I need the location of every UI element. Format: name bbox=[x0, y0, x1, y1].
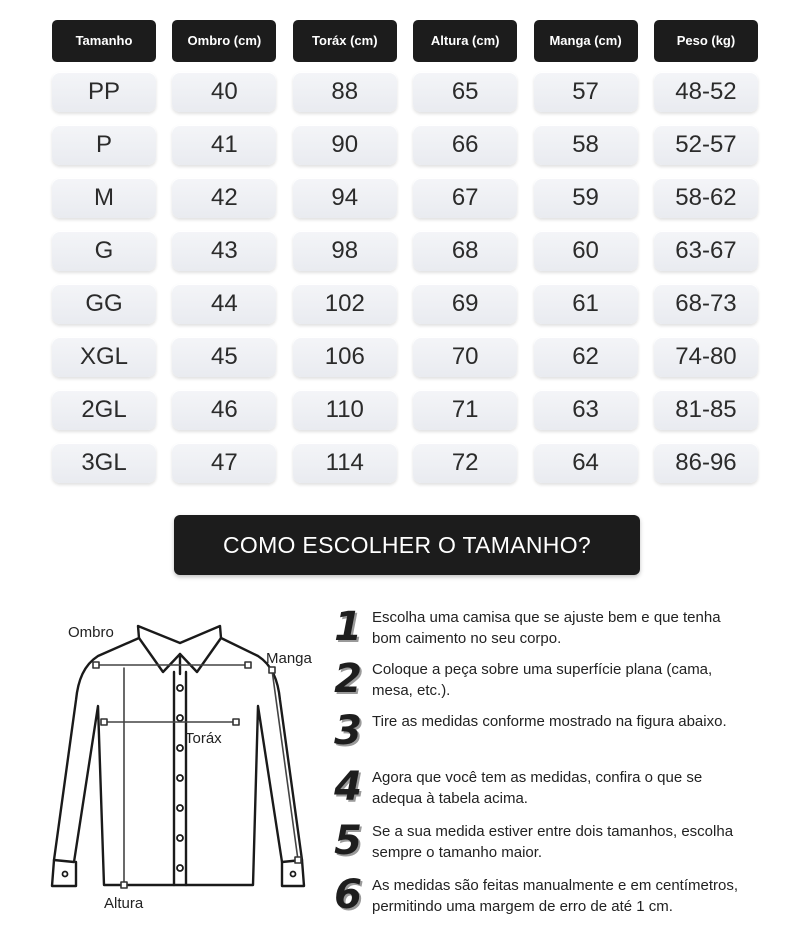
ombro-label: Ombro bbox=[68, 624, 114, 641]
altura-label: Altura bbox=[104, 895, 144, 912]
header-manga: Manga (cm) bbox=[534, 20, 638, 62]
measure-cell: 40 bbox=[172, 72, 276, 112]
step-number: 5 bbox=[334, 818, 362, 864]
how-to-choose-banner bbox=[174, 515, 640, 575]
measure-cell: 68-73 bbox=[654, 284, 758, 324]
step-item bbox=[330, 709, 752, 753]
measure-cell: 58 bbox=[534, 125, 638, 165]
measure-cell: 45 bbox=[172, 337, 276, 377]
measure-cell: 102 bbox=[293, 284, 397, 324]
manga-label: Manga bbox=[266, 650, 312, 667]
header-torax: Toráx (cm) bbox=[293, 20, 397, 62]
size-cell: G bbox=[52, 231, 156, 271]
measure-cell: 58-62 bbox=[654, 178, 758, 218]
size-cell: XGL bbox=[52, 337, 156, 377]
size-cell: PP bbox=[52, 72, 156, 112]
header-tamanho: Tamanho bbox=[52, 20, 156, 62]
measure-cell: 65 bbox=[413, 72, 517, 112]
banner-text: COMO ESCOLHER O TAMANHO? bbox=[222, 531, 591, 558]
measure-cell: 44 bbox=[172, 284, 276, 324]
size-cell: 2GL bbox=[52, 390, 156, 430]
measure-cell: 42 bbox=[172, 178, 276, 218]
torax-label: Toráx bbox=[185, 730, 222, 747]
header-altura: Altura (cm) bbox=[413, 20, 517, 62]
measure-cell: 52-57 bbox=[654, 125, 758, 165]
measure-cell: 86-96 bbox=[654, 443, 758, 483]
measure-cell: 74-80 bbox=[654, 337, 758, 377]
measure-cell: 59 bbox=[534, 178, 638, 218]
step-text: Coloque a peça sobre uma superfície plana (cama, mesa, etc.). bbox=[372, 661, 713, 699]
measure-cell: 41 bbox=[172, 125, 276, 165]
shirt-diagram bbox=[40, 610, 340, 930]
measure-cell: 60 bbox=[534, 231, 638, 271]
step-item bbox=[330, 873, 752, 917]
measure-cell: 57 bbox=[534, 72, 638, 112]
measure-cell: 69 bbox=[413, 284, 517, 324]
measure-cell: 94 bbox=[293, 178, 397, 218]
size-cell: 3GL bbox=[52, 443, 156, 483]
measure-cell: 62 bbox=[534, 337, 638, 377]
size-cell: GG bbox=[52, 284, 156, 324]
measure-cell: 72 bbox=[413, 443, 517, 483]
measure-cell: 48-52 bbox=[654, 72, 758, 112]
measure-cell: 46 bbox=[172, 390, 276, 430]
step-text: Se a sua medida estiver entre dois tamanhos, escolha sempre o tamanho maior. bbox=[372, 823, 734, 861]
step-number: 2 bbox=[334, 656, 362, 702]
header-peso: Peso (kg) bbox=[654, 20, 758, 62]
step-item bbox=[330, 657, 752, 701]
measure-cell: 67 bbox=[413, 178, 517, 218]
measure-cell: 71 bbox=[413, 390, 517, 430]
measure-cell: 88 bbox=[293, 72, 397, 112]
step-text: As medidas são feitas manualmente e em centímetros, permitindo uma margem de erro de até 1 cm. bbox=[372, 877, 739, 915]
measure-cell: 43 bbox=[172, 231, 276, 271]
step-item bbox=[330, 605, 732, 649]
size-cell: P bbox=[52, 125, 156, 165]
step-number: 4 bbox=[334, 764, 362, 810]
step-number: 3 bbox=[334, 708, 362, 754]
step-text: Tire as medidas conforme mostrado na figura abaixo. bbox=[372, 713, 727, 730]
header-ombro: Ombro (cm) bbox=[172, 20, 276, 62]
step-number: 1 bbox=[334, 604, 362, 650]
size-cell: M bbox=[52, 178, 156, 218]
measure-cell: 61 bbox=[534, 284, 638, 324]
measure-cell: 63-67 bbox=[654, 231, 758, 271]
measure-cell: 63 bbox=[534, 390, 638, 430]
measure-cell: 106 bbox=[293, 337, 397, 377]
measure-cell: 70 bbox=[413, 337, 517, 377]
step-item bbox=[330, 819, 752, 863]
measure-cell: 81-85 bbox=[654, 390, 758, 430]
measure-cell: 68 bbox=[413, 231, 517, 271]
size-table bbox=[52, 20, 758, 496]
measure-cell: 47 bbox=[172, 443, 276, 483]
measure-cell: 66 bbox=[413, 125, 517, 165]
measure-cell: 114 bbox=[293, 443, 397, 483]
step-text: Escolha uma camisa que se ajuste bem e que tenha bom caimento no seu corpo. bbox=[372, 609, 721, 647]
step-item bbox=[330, 765, 752, 809]
step-number: 6 bbox=[334, 872, 362, 918]
measure-cell: 64 bbox=[534, 443, 638, 483]
measure-cell: 90 bbox=[293, 125, 397, 165]
measure-cell: 98 bbox=[293, 231, 397, 271]
measure-cell: 110 bbox=[293, 390, 397, 430]
step-text: Agora que você tem as medidas, confira o que se adequa à tabela acima. bbox=[372, 769, 703, 807]
